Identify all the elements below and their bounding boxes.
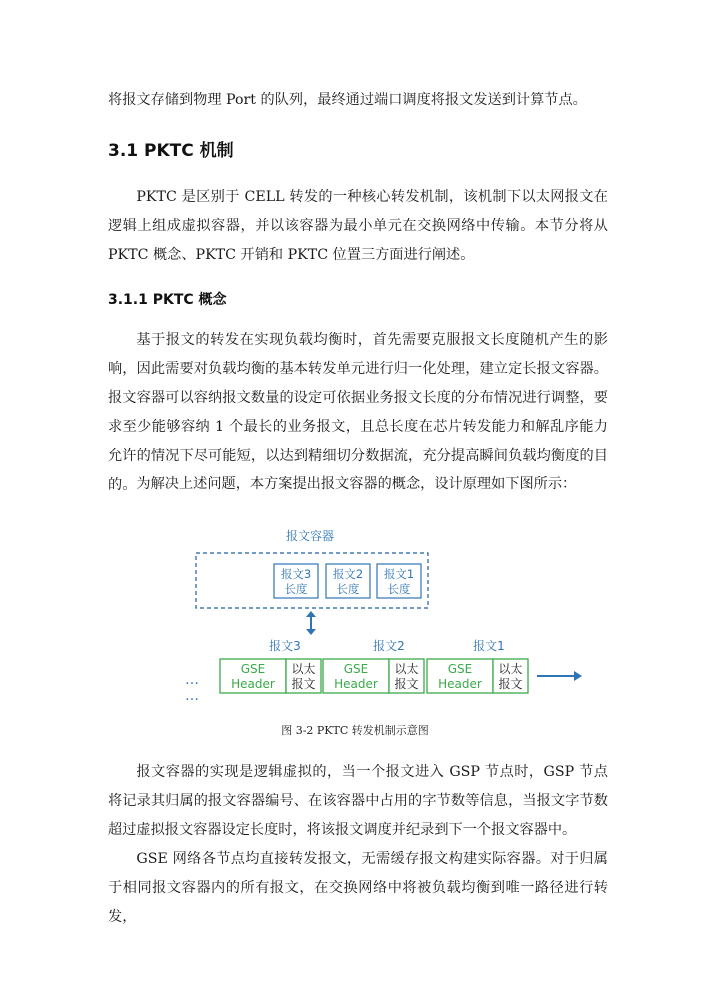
slot-length: 长度 xyxy=(387,582,411,596)
paragraph-concept-2: 为解决上述问题，本方案提出报文容器的概念，设计原理如下图所示： xyxy=(136,476,577,492)
double-arrow-icon xyxy=(306,611,316,635)
slot-length: 长度 xyxy=(284,582,308,596)
pktc-diagram xyxy=(0,520,710,720)
packet-block xyxy=(220,659,321,693)
eth-label: 报文 xyxy=(394,677,419,691)
gse-label: GSE xyxy=(343,662,369,676)
eth-label: 以太 xyxy=(291,662,316,676)
paragraph-concept-1: 基于报文的转发在实现负载均衡时，首先需要克服报文长度随机产生的影响，因此需要对负载均衡的基本转发单元进行归一化处理，建立定长报文容器。报文容器可以容纳报文数量的设定可依据业务报文长度的分布情况进行调整，要求至少能够容纳 1 个最长的业务报文，且总长度在芯片转发能力和解乱序能力允许的情况下尽可能短，以达到精细切分数据流，充分提高瞬间负载均衡度的目的。 xyxy=(108,332,608,493)
subsection-heading: 3.1.1 PKTC 概念 xyxy=(108,292,227,308)
slot-label: 报文1 xyxy=(383,567,415,581)
gse-label: GSE xyxy=(447,662,473,676)
header-label: Header xyxy=(231,677,275,691)
container-slot xyxy=(377,564,421,598)
ellipsis: … xyxy=(185,688,199,704)
eth-label: 报文 xyxy=(498,677,523,691)
packet-block xyxy=(427,659,528,693)
packet-label: 报文3 xyxy=(269,639,301,653)
eth-label: 报文 xyxy=(291,677,316,691)
header-label: Header xyxy=(438,677,482,691)
section-heading: 3.1 PKTC 机制 xyxy=(108,141,234,161)
container-slot xyxy=(326,564,370,598)
container-title: 报文容器 xyxy=(285,529,335,543)
paragraph-pktc-desc: PKTC 是区别于 CELL 转发的一种核心转发机制，该机制下以太网报文在逻辑上组成虚拟容器，并以该容器为最小单元在交换网络中传输。本节分将从 PKTC 概念、PKTC 开销和 PKTC 位置三方面进行阐述。 xyxy=(108,189,608,263)
eth-label: 以太 xyxy=(498,662,523,676)
arrow-right-icon xyxy=(537,671,582,681)
header-label: Header xyxy=(334,677,378,691)
paragraph-intro: 将报文存储到物理 Port 的队列，最终通过端口调度将报文发送到计算节点。 xyxy=(108,92,587,108)
packet-label: 报文1 xyxy=(473,639,505,653)
paragraph-after-1: 报文容器的实现是逻辑虚拟的，当一个报文进入 GSP 节点时，GSP 节点将记录其归属的报文容器编号、在该容器中占用的字节数等信息，当报文字节数超过虚拟报文容器设定长度时，将该报文调度并纪录到下一个报文容器中。 xyxy=(108,764,608,838)
packet-label: 报文2 xyxy=(373,639,405,653)
slot-length: 长度 xyxy=(336,582,360,596)
ellipsis: … xyxy=(185,672,199,688)
slot-label: 报文3 xyxy=(280,567,312,581)
container-slot xyxy=(274,564,318,598)
packet-block xyxy=(323,659,424,693)
figure-caption: 图 3-2 PKTC 转发机制示意图 xyxy=(281,724,429,737)
eth-label: 以太 xyxy=(394,662,419,676)
gse-label: GSE xyxy=(240,662,266,676)
slot-label: 报文2 xyxy=(332,567,364,581)
paragraph-after-2: GSE 网络各节点均直接转发报文，无需缓存报文构建实际容器。对于归属于相同报文容器内的所有报文，在交换网络中将被负载均衡到唯一路径进行转发， xyxy=(108,851,608,925)
